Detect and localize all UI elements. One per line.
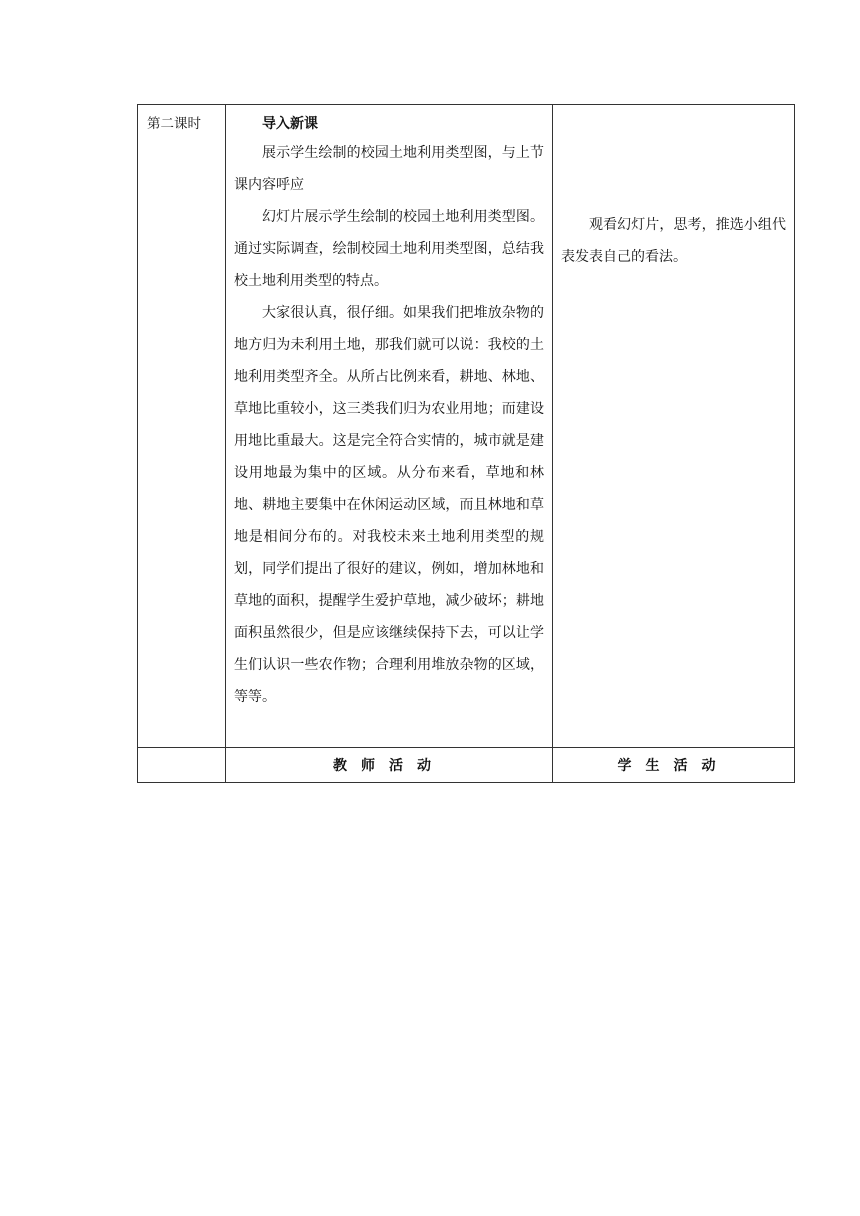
table-row <box>138 105 795 748</box>
teacher-activity-cell <box>226 105 553 748</box>
table-footer-row <box>138 748 795 783</box>
row-label: 第二课时 <box>147 116 201 132</box>
row-label-cell <box>138 105 226 748</box>
teacher-activity-header: 教师活动 <box>226 748 553 783</box>
lesson-plan-table <box>137 104 795 783</box>
teacher-paragraph-3: 大家很认真，很仔细。如果我们把堆放杂物的地方归为未利用土地，那我们就可以说：我校的土地利用类型齐全。从所占比例来看，耕地、林地、草地比重较小，这三类我们归为农业用地；而建设用地比重最大。这是完全符合实情的，城市就是建设用地最为集中的区域。从分布来看，草地和林地、耕地主要集中在休闲运动区域，而且林地和草地是相间分布的。对我校未来土地利用类型的规划，同学们提出了很好的建议，例如，增加林地和草地的面积，提醒学生爱护草地，减少破坏；耕地面积虽然很少，但是应该继续保持下去，可以让学生们认识一些农作物；合理利用堆放杂物的区域，等等。 <box>234 305 544 705</box>
student-activity-header: 学生活动 <box>553 748 795 783</box>
student-paragraph: 观看幻灯片，思考，推选小组代表发表自己的看法。 <box>561 217 786 265</box>
student-activity-cell <box>553 105 795 748</box>
footer-label-cell <box>138 748 226 783</box>
section-heading: 导入新课 <box>262 116 318 132</box>
teacher-paragraph-1: 展示学生绘制的校园土地利用类型图，与上节课内容呼应 <box>234 145 544 193</box>
teacher-paragraph-2: 幻灯片展示学生绘制的校园土地利用类型图。通过实际调查，绘制校园土地利用类型图，总结我校土地利用类型的特点。 <box>234 209 544 289</box>
